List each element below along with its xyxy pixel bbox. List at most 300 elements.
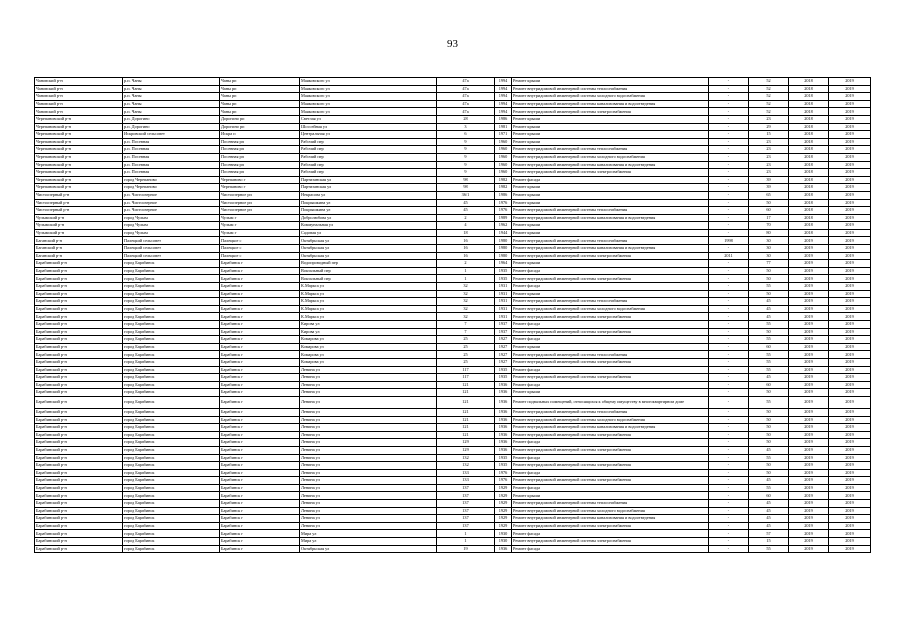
table-row [35, 161, 871, 169]
cell-district: Барабинский р-н [35, 358, 123, 366]
cell-plan-start: 2018 [789, 184, 829, 192]
cell-district: Барабинский р-н [35, 267, 123, 275]
cell-year: 1930 [495, 538, 512, 546]
cell-year: 1936 [495, 439, 512, 447]
cell-settlement: город Барабинск [123, 462, 220, 470]
cell-prev-repair: - [709, 416, 749, 424]
cell-locality: Чулым г [220, 229, 300, 237]
cell-house: 121 [437, 396, 495, 408]
cell-settlement: р.п. Посевная [123, 169, 220, 177]
cell-house: 137 [437, 492, 495, 500]
cell-house: 121 [437, 389, 495, 397]
cell-district: Барабинский р-н [35, 408, 123, 416]
cell-work-type: Ремонт фасада [512, 321, 709, 329]
cell-work-type: Ремонт внутридомовой инженерной системы электроснабжения [512, 252, 709, 260]
cell-house: 98 [437, 184, 495, 192]
cell-street: Ленина ул [300, 408, 437, 416]
cell-street: Шоссейная ул [300, 123, 437, 131]
cell-prev-repair: - [709, 146, 749, 154]
cell-year: 1960 [495, 153, 512, 161]
cell-plan-start: 2019 [789, 328, 829, 336]
table-row [35, 454, 871, 462]
cell-prev-repair: - [709, 85, 749, 93]
cell-work-type: Ремонт внутридомовой инженерной системы канализования и водоотведения [512, 214, 709, 222]
cell-locality: Искра п [220, 131, 300, 139]
cell-prev-repair: - [709, 100, 749, 108]
cell-district: Баганский р-н [35, 237, 123, 245]
table-row [35, 343, 871, 351]
cell-plan-end: 2019 [829, 115, 871, 123]
cell-year: 1936 [495, 416, 512, 424]
cell-wear: 45 [749, 477, 789, 485]
cell-work-type: Ремонт внутридомовой инженерной системы холодного водоснабжения [512, 93, 709, 101]
cell-year: 1937 [495, 328, 512, 336]
table-row [35, 408, 871, 416]
cell-plan-start: 2019 [789, 439, 829, 447]
cell-district: Барабинский р-н [35, 389, 123, 397]
cell-work-type: Ремонт внутридомовой инженерной системы электроснабжения [512, 358, 709, 366]
cell-wear: 45 [749, 305, 789, 313]
cell-wear: 50 [749, 275, 789, 283]
cell-work-type: Ремонт фасада [512, 336, 709, 344]
cell-house: 117 [437, 374, 495, 382]
cell-prev-repair: - [709, 381, 749, 389]
cell-prev-repair: - [709, 492, 749, 500]
cell-street: Добролюбова ул [300, 214, 437, 222]
cell-street: Ленина ул [300, 477, 437, 485]
cell-wear: 55 [749, 396, 789, 408]
table-row [35, 78, 871, 86]
cell-plan-start: 2019 [789, 538, 829, 546]
cell-locality: Барабинск г [220, 321, 300, 329]
cell-settlement: р.п. Чаны [123, 78, 220, 86]
cell-locality: Барабинск г [220, 515, 300, 523]
cell-settlement: город Барабинск [123, 492, 220, 500]
cell-plan-end: 2019 [829, 290, 871, 298]
cell-settlement: Палецкий сельсовет [123, 245, 220, 253]
cell-plan-end: 2019 [829, 408, 871, 416]
cell-plan-start: 2018 [789, 108, 829, 116]
cell-year: 1994 [495, 108, 512, 116]
cell-plan-start: 2018 [789, 199, 829, 207]
cell-plan-start: 2019 [789, 305, 829, 313]
cell-street: Ленина ул [300, 484, 437, 492]
cell-district: Чановский р-н [35, 78, 123, 86]
cell-district: Барабинский р-н [35, 424, 123, 432]
cell-prev-repair: - [709, 522, 749, 530]
cell-wear: 45 [749, 515, 789, 523]
cell-street: Октябрьская ул [300, 237, 437, 245]
cell-district: Черепановский р-н [35, 123, 123, 131]
cell-work-type: Ремонт внутридомовой инженерной системы электроснабжения [512, 108, 709, 116]
cell-settlement: р.п. Посевная [123, 146, 220, 154]
cell-plan-end: 2019 [829, 283, 871, 291]
cell-plan-end: 2019 [829, 100, 871, 108]
cell-wear: 15 [749, 538, 789, 546]
cell-plan-start: 2019 [789, 351, 829, 359]
cell-work-type: Ремонт фасада [512, 267, 709, 275]
cell-plan-start: 2019 [789, 408, 829, 416]
cell-wear: 15 [749, 131, 789, 139]
cell-house: 47а [437, 108, 495, 116]
table-row [35, 283, 871, 291]
cell-locality: Черепаново г [220, 184, 300, 192]
table-row [35, 146, 871, 154]
cell-plan-end: 2019 [829, 199, 871, 207]
cell-house: 25 [437, 336, 495, 344]
cell-work-type: Ремонт внутридомовой инженерной системы теплоснабжения [512, 85, 709, 93]
cell-street: Партизанская ул [300, 184, 437, 192]
table-row [35, 191, 871, 199]
cell-wear: 60 [749, 343, 789, 351]
cell-plan-end: 2019 [829, 321, 871, 329]
cell-work-type: Ремонт фасада [512, 454, 709, 462]
cell-wear: 30 [749, 237, 789, 245]
cell-prev-repair: - [709, 469, 749, 477]
cell-wear: 50 [749, 462, 789, 470]
cell-plan-start: 2018 [789, 153, 829, 161]
cell-locality: Чаны рп [220, 85, 300, 93]
cell-house: 117 [437, 366, 495, 374]
table-row [35, 298, 871, 306]
table-row [35, 389, 871, 397]
table-body [35, 78, 871, 553]
cell-street: Маяковского ул [300, 93, 437, 101]
cell-house: 9 [437, 169, 495, 177]
cell-street: Центральная ул [300, 131, 437, 139]
cell-wear: 55 [749, 454, 789, 462]
cell-prev-repair: - [709, 366, 749, 374]
cell-house: 132 [437, 454, 495, 462]
cell-plan-end: 2019 [829, 454, 871, 462]
cell-house: 47а [437, 85, 495, 93]
table-row [35, 252, 871, 260]
cell-plan-start: 2019 [789, 336, 829, 344]
cell-plan-end: 2019 [829, 191, 871, 199]
cell-work-type: Ремонт внутридомовой инженерной системы холодного водоснабжения [512, 507, 709, 515]
cell-wear: 52 [749, 93, 789, 101]
cell-plan-start: 2018 [789, 115, 829, 123]
cell-district: Чановский р-н [35, 108, 123, 116]
cell-plan-end: 2019 [829, 138, 871, 146]
cell-year: 1931 [495, 290, 512, 298]
cell-wear: 50 [749, 408, 789, 416]
cell-prev-repair: - [709, 161, 749, 169]
cell-house: 98 [437, 176, 495, 184]
cell-settlement: город Барабинск [123, 305, 220, 313]
cell-plan-end: 2019 [829, 424, 871, 432]
cell-house: 9 [437, 161, 495, 169]
cell-district: Черепановский р-н [35, 184, 123, 192]
table-row [35, 237, 871, 245]
cell-plan-start: 2019 [789, 507, 829, 515]
cell-house: 28 [437, 115, 495, 123]
cell-district: Барабинский р-н [35, 507, 123, 515]
cell-house: 47а [437, 78, 495, 86]
cell-locality: Чаны рп [220, 93, 300, 101]
cell-year: 1960 [495, 169, 512, 177]
cell-plan-end: 2019 [829, 366, 871, 374]
cell-wear: 50 [749, 439, 789, 447]
cell-prev-repair: - [709, 343, 749, 351]
table-row [35, 115, 871, 123]
cell-settlement: город Барабинск [123, 343, 220, 351]
cell-locality: Барабинск г [220, 454, 300, 462]
cell-district: Барабинский р-н [35, 396, 123, 408]
cell-year: 1960 [495, 146, 512, 154]
cell-year: 1976 [495, 207, 512, 215]
cell-district: Барабинский р-н [35, 381, 123, 389]
cell-plan-end: 2019 [829, 123, 871, 131]
cell-street: Ленина ул [300, 389, 437, 397]
cell-prev-repair: - [709, 477, 749, 485]
cell-house: 32 [437, 313, 495, 321]
cell-district: Чановский р-н [35, 85, 123, 93]
cell-settlement: город Барабинск [123, 374, 220, 382]
cell-house: 132 [437, 462, 495, 470]
cell-street: К.Маркса ул [300, 313, 437, 321]
cell-year: 1994 [495, 78, 512, 86]
table-row [35, 484, 871, 492]
table-row [35, 321, 871, 329]
cell-locality: Барабинск г [220, 366, 300, 374]
cell-wear: 57 [749, 530, 789, 538]
cell-plan-start: 2019 [789, 358, 829, 366]
cell-plan-end: 2019 [829, 336, 871, 344]
cell-district: Барабинский р-н [35, 275, 123, 283]
cell-work-type: Ремонт крыши [512, 123, 709, 131]
cell-locality: Барабинск г [220, 328, 300, 336]
cell-settlement: город Барабинск [123, 336, 220, 344]
cell-work-type: Ремонт внутридомовой инженерной системы электроснабжения [512, 462, 709, 470]
cell-work-type: Ремонт внутридомовой инженерной системы канализования и водоотведения [512, 424, 709, 432]
cell-work-type: Ремонт фасада [512, 381, 709, 389]
table-row [35, 214, 871, 222]
cell-work-type: Ремонт крыши [512, 199, 709, 207]
table-row [35, 374, 871, 382]
cell-work-type: Ремонт внутридомовой инженерной системы теплоснабжения [512, 298, 709, 306]
cell-locality: Барабинск г [220, 538, 300, 546]
cell-district: Барабинский р-н [35, 260, 123, 268]
cell-year: 1929 [495, 492, 512, 500]
cell-plan-start: 2019 [789, 313, 829, 321]
cell-district: Барабинский р-н [35, 283, 123, 291]
cell-plan-end: 2019 [829, 477, 871, 485]
cell-plan-start: 2018 [789, 100, 829, 108]
table-row [35, 229, 871, 237]
table-row [35, 207, 871, 215]
cell-year: 1927 [495, 336, 512, 344]
cell-locality: Барабинск г [220, 462, 300, 470]
cell-house: 1 [437, 275, 495, 283]
cell-district: Чистоозерный р-н [35, 191, 123, 199]
table-row [35, 108, 871, 116]
cell-settlement: город Барабинск [123, 260, 220, 268]
cell-prev-repair: - [709, 408, 749, 416]
cell-settlement: город Чулым [123, 222, 220, 230]
table-row [35, 222, 871, 230]
cell-plan-end: 2019 [829, 93, 871, 101]
cell-prev-repair: - [709, 396, 749, 408]
cell-prev-repair: - [709, 229, 749, 237]
cell-plan-end: 2019 [829, 343, 871, 351]
cell-plan-end: 2019 [829, 396, 871, 408]
cell-locality: Барабинск г [220, 374, 300, 382]
cell-street: Ленина ул [300, 507, 437, 515]
cell-plan-end: 2019 [829, 169, 871, 177]
cell-district: Черепановский р-н [35, 115, 123, 123]
cell-street: Водопроводный пер [300, 260, 437, 268]
cell-wear: 60 [749, 207, 789, 215]
cell-prev-repair: - [709, 267, 749, 275]
cell-district: Баганский р-н [35, 252, 123, 260]
cell-year: 1930 [495, 530, 512, 538]
table-row [35, 305, 871, 313]
table-row [35, 290, 871, 298]
cell-year: 1994 [495, 93, 512, 101]
cell-locality: Посевная рп [220, 161, 300, 169]
cell-plan-start: 2019 [789, 522, 829, 530]
cell-house: 25 [437, 343, 495, 351]
cell-district: Барабинский р-н [35, 484, 123, 492]
table-row [35, 123, 871, 131]
cell-district: Барабинский р-н [35, 538, 123, 546]
cell-plan-end: 2019 [829, 416, 871, 424]
cell-plan-start: 2019 [789, 469, 829, 477]
cell-wear: 55 [749, 545, 789, 553]
cell-plan-end: 2019 [829, 222, 871, 230]
table-row [35, 462, 871, 470]
cell-house: 137 [437, 515, 495, 523]
cell-work-type: Ремонт крыши [512, 343, 709, 351]
cell-district: Барабинский р-н [35, 290, 123, 298]
cell-plan-end: 2019 [829, 484, 871, 492]
cell-wear: 50 [749, 290, 789, 298]
table-row [35, 515, 871, 523]
cell-locality: Палецкое с [220, 245, 300, 253]
cell-street: К.Маркса ул [300, 298, 437, 306]
cell-prev-repair: - [709, 131, 749, 139]
cell-wear: 80 [749, 229, 789, 237]
cell-street: Покрышкина ул [300, 207, 437, 215]
cell-wear: 23 [749, 115, 789, 123]
cell-wear: 55 [749, 351, 789, 359]
cell-house: 19 [437, 545, 495, 553]
cell-wear: 60 [749, 381, 789, 389]
cell-plan-start: 2018 [789, 85, 829, 93]
cell-plan-start: 2019 [789, 462, 829, 470]
cell-year: 1962 [495, 222, 512, 230]
cell-prev-repair: - [709, 313, 749, 321]
cell-wear: 55 [749, 484, 789, 492]
table-row [35, 416, 871, 424]
cell-year: 1960 [495, 161, 512, 169]
table-row [35, 477, 871, 485]
cell-plan-end: 2019 [829, 431, 871, 439]
cell-plan-end: 2019 [829, 305, 871, 313]
cell-house: 129 [437, 446, 495, 454]
cell-wear: 77 [749, 260, 789, 268]
cell-year: 1935 [495, 275, 512, 283]
cell-house: 25 [437, 358, 495, 366]
cell-wear: 23 [749, 146, 789, 154]
table-row [35, 313, 871, 321]
cell-prev-repair: - [709, 176, 749, 184]
cell-house: 1 [437, 267, 495, 275]
cell-plan-end: 2019 [829, 446, 871, 454]
cell-year: 1976 [495, 477, 512, 485]
cell-street: Ленина ул [300, 381, 437, 389]
cell-prev-repair: - [709, 484, 749, 492]
cell-settlement: город Барабинск [123, 515, 220, 523]
cell-plan-start: 2019 [789, 237, 829, 245]
cell-work-type: Ремонт фасада [512, 545, 709, 553]
cell-locality: Барабинск г [220, 260, 300, 268]
table-row [35, 275, 871, 283]
cell-wear: 30 [749, 252, 789, 260]
cell-wear: 50 [749, 328, 789, 336]
cell-work-type: Ремонт внутридомовой инженерной системы теплоснабжения [512, 351, 709, 359]
cell-district: Черепановский р-н [35, 161, 123, 169]
cell-prev-repair: - [709, 389, 749, 397]
cell-settlement: Искровский сельсовет [123, 131, 220, 139]
table-row [35, 351, 871, 359]
cell-wear: 70 [749, 222, 789, 230]
cell-settlement: город Черепаново [123, 176, 220, 184]
cell-street: Ленина ул [300, 416, 437, 424]
cell-wear: 50 [749, 267, 789, 275]
table-row [35, 522, 871, 530]
cell-year: 1964 [495, 260, 512, 268]
cell-plan-start: 2019 [789, 446, 829, 454]
cell-work-type: Ремонт крыши [512, 115, 709, 123]
cell-prev-repair: - [709, 275, 749, 283]
cell-locality: Барабинск г [220, 283, 300, 291]
cell-locality: Черепаново г [220, 176, 300, 184]
cell-work-type: Ремонт внутридомовой инженерной системы канализования и водоотведения [512, 161, 709, 169]
cell-house: 16 [437, 237, 495, 245]
cell-work-type: Ремонт крыши [512, 222, 709, 230]
cell-prev-repair: - [709, 374, 749, 382]
cell-prev-repair: - [709, 305, 749, 313]
cell-year: 1936 [495, 431, 512, 439]
cell-district: Барабинский р-н [35, 431, 123, 439]
cell-house: 18 [437, 229, 495, 237]
cell-settlement: город Черепаново [123, 184, 220, 192]
cell-prev-repair: - [709, 321, 749, 329]
cell-district: Барабинский р-н [35, 298, 123, 306]
cell-street: Рабочий пер [300, 161, 437, 169]
cell-house: 6 [437, 131, 495, 139]
cell-street: Ленина ул [300, 515, 437, 523]
cell-prev-repair: - [709, 424, 749, 432]
table-row [35, 358, 871, 366]
cell-street: Маяковского ул [300, 100, 437, 108]
cell-wear: 52 [749, 100, 789, 108]
cell-district: Барабинский р-н [35, 545, 123, 553]
cell-district: Барабинский р-н [35, 328, 123, 336]
cell-prev-repair: - [709, 123, 749, 131]
cell-prev-repair: - [709, 462, 749, 470]
cell-settlement: город Барабинск [123, 351, 220, 359]
cell-street: Комарова ул [300, 351, 437, 359]
cell-year: 1982 [495, 176, 512, 184]
cell-street: Вокзальный пер [300, 275, 437, 283]
cell-year: 1936 [495, 396, 512, 408]
cell-wear: 45 [749, 522, 789, 530]
cell-settlement: р.п. Дорогино [123, 123, 220, 131]
cell-district: Барабинский р-н [35, 439, 123, 447]
